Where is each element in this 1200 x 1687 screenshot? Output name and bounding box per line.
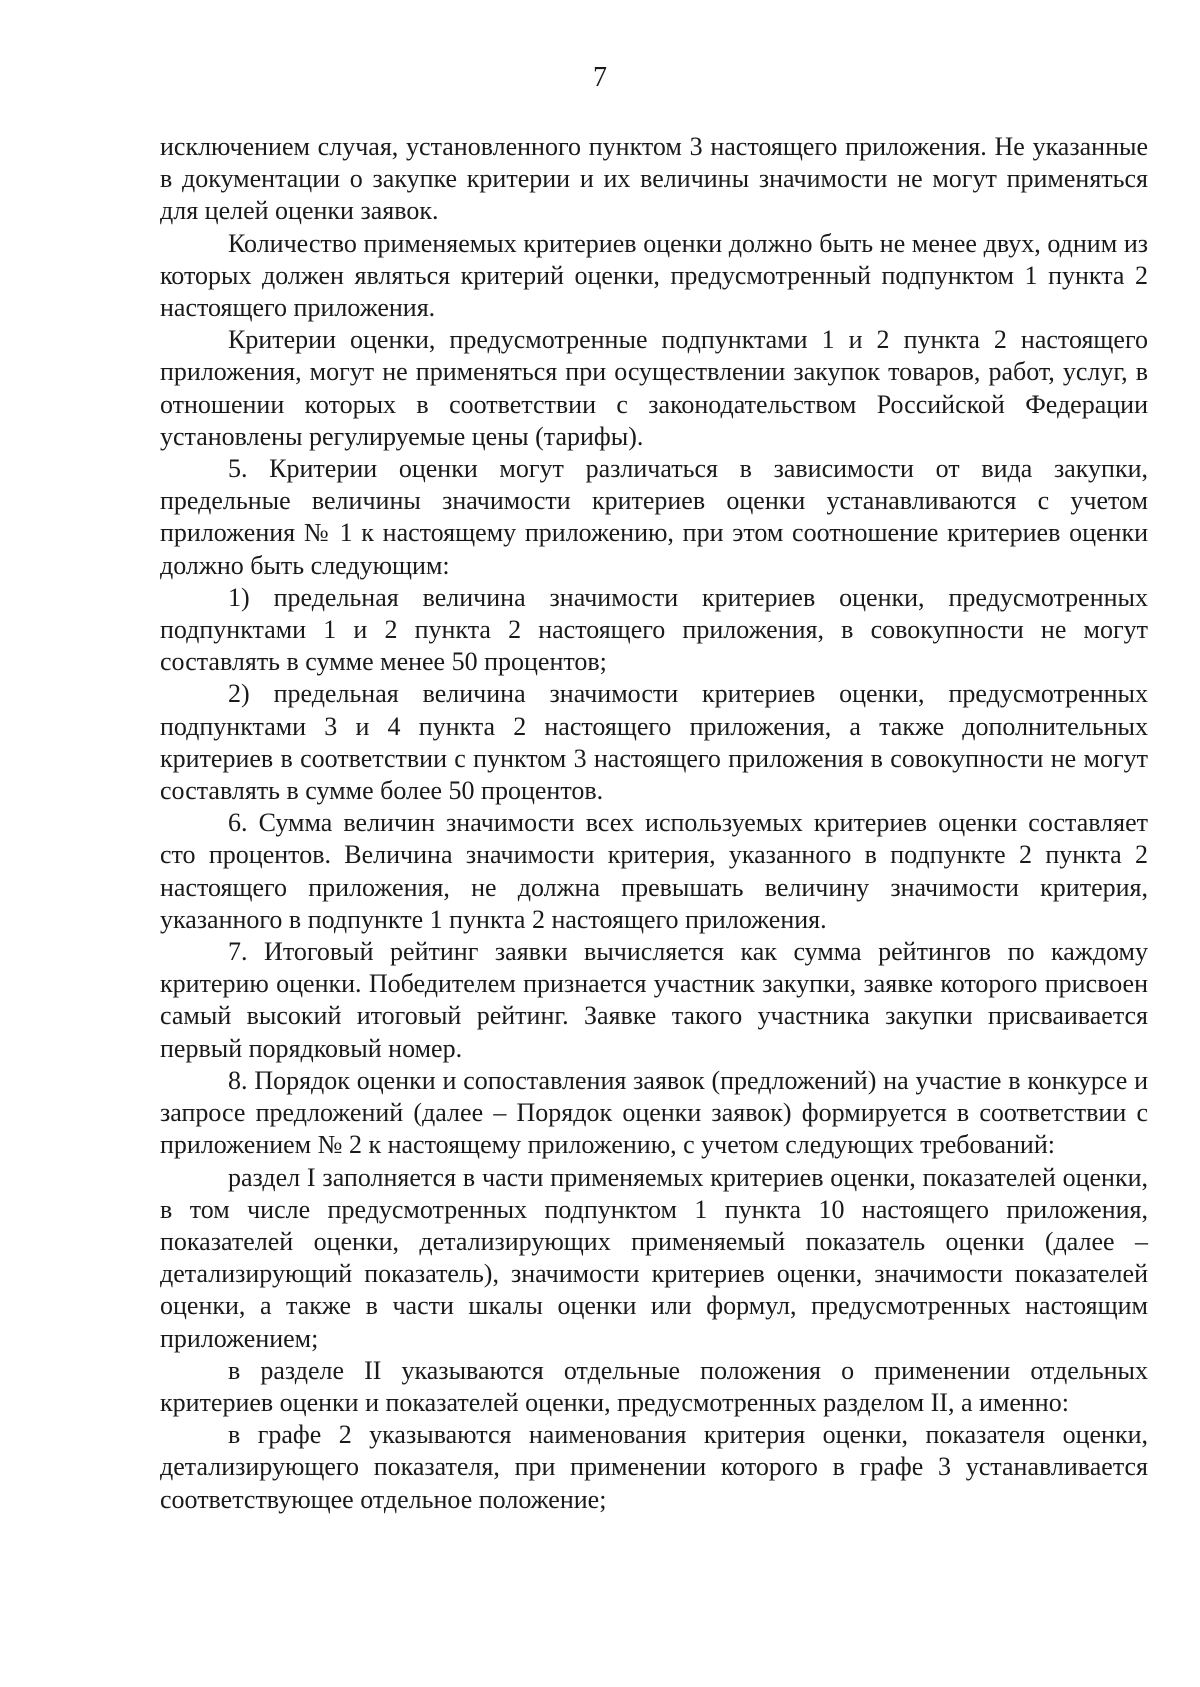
paragraph: 8. Порядок оценки и сопоставления заявок (предложений) на участие в конкурсе и запросе предложений (далее – Порядок оценки заявок) формируется в соответствии с приложением № 2 к настоящему приложению, с учетом следующих требований: — [160, 1065, 1148, 1160]
paragraph: в разделе II указываются отдельные положения о применении отдельных критериев оценки и показателей оценки, предусмотренных разделом II, а именно: — [160, 1355, 1148, 1417]
paragraph: раздел I заполняется в части применяемых критериев оценки, показателей оценки, в том числе предусмотренных подпунктом 1 пункта 10 настоящего приложения, показателей оценки, детализирующих применяемый показатель оценки (далее – детализирующий показатель), значимости критериев оценки, значимости показателей оценки, а также в части шкалы оценки или формул, предусмотренных настоящим приложением; — [160, 1162, 1148, 1353]
paragraph: 7. Итоговый рейтинг заявки вычисляется как сумма рейтингов по каждому критерию оценки. Победителем признается участник закупки, заявке которого присвоен самый высокий итоговый рейтинг. Заявке такого участника закупки присваивается первый порядковый номер. — [160, 937, 1148, 1063]
paragraph: 5. Критерии оценки могут различаться в зависимости от вида закупки, предельные величины значимости критериев оценки устанавливаются с учетом приложения № 1 к настоящему приложению, при этом соотношение критериев оценки должно быть следующим: — [160, 454, 1148, 580]
paragraph: Критерии оценки, предусмотренные подпунктами 1 и 2 пункта 2 настоящего приложения, могут не применяться при осуществлении закупок товаров, работ, услуг, в отношении которых в соответствии с законодательством Российской Федерации установлены регулируемые цены (тарифы). — [160, 325, 1148, 451]
paragraph: 1) предельная величина значимости критериев оценки, предусмотренных подпунктами 1 и 2 пункта 2 настоящего приложения, в совокупности не могут составлять в сумме менее 50 процентов; — [160, 582, 1148, 677]
paragraph: 2) предельная величина значимости критериев оценки, предусмотренных подпунктами 3 и 4 пункта 2 настоящего приложения, а также дополнительных критериев в соответствии с пунктом 3 настоящего приложения в совокупности не могут составлять в сумме более 50 процентов. — [160, 679, 1148, 806]
paragraph: исключением случая, установленного пунктом 3 настоящего приложения. Не указанные в документации о закупке критерии и их величины значимости не могут применяться для целей оценки заявок. — [160, 132, 1148, 226]
paragraph: 6. Сумма величин значимости всех используемых критериев оценки составляет сто процентов. Величина значимости критерия, указанного в подпункте 2 пункта 2 настоящего приложения, не должна превышать величину значимости критерия, указанного в подпункте 1 пункта 2 настоящего приложения. — [160, 808, 1148, 934]
page-number: 7 — [593, 62, 607, 93]
paragraph: Количество применяемых критериев оценки должно быть не менее двух, одним из которых должен являться критерий оценки, предусмотренный подпунктом 1 пункта 2 настоящего приложения. — [160, 228, 1148, 323]
paragraph: в графе 2 указываются наименования критерия оценки, показателя оценки, детализирующего показателя, при применении которого в графе 3 устанавливается соответствующее отдельное положение; — [160, 1420, 1148, 1514]
document-body — [160, 131, 1148, 1516]
